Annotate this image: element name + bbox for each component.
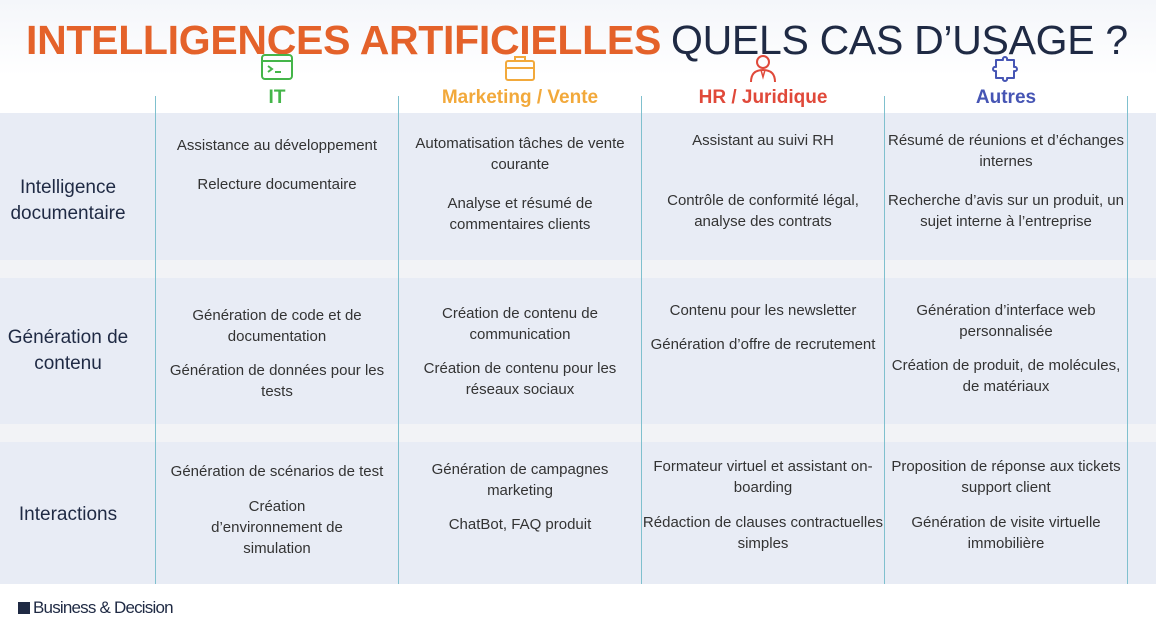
use-case: Proposition de réponse aux tickets support client: [891, 458, 1121, 496]
cell-intelligence-documentaire-autres: [885, 130, 1127, 232]
row-gap: [0, 260, 1156, 278]
use-case: Automatisation tâches de vente courante: [415, 135, 625, 173]
use-case: Création de contenu pour les réseaux sociaux: [423, 360, 617, 398]
cell-interactions-it: [156, 461, 398, 559]
briefcase-icon: [502, 52, 538, 84]
use-case: Génération d’offre de recrutement: [650, 336, 876, 353]
use-case: Génération de campagnes marketing: [431, 461, 609, 499]
column-header-hr-juridique: [642, 52, 884, 110]
cell-interactions-autres: [885, 456, 1127, 554]
row-label-intelligence-documentaire: Intelligence documentaire: [10, 177, 126, 224]
column-label: Marketing / Vente: [441, 87, 599, 108]
use-case: Génération de données pour les tests: [169, 362, 385, 400]
cell-generation-de-contenu-it: [156, 305, 398, 402]
column-header-autres: [885, 52, 1127, 110]
use-case: Contrôle de conformité légal, analyse des contrats: [667, 192, 859, 230]
column-label: Autres: [975, 87, 1037, 108]
row-gap: [0, 424, 1156, 442]
company-logo: [18, 598, 173, 618]
row-label-generation-de-contenu: Génération de contenu: [7, 327, 129, 374]
row-label-interactions: Interactions: [18, 504, 118, 525]
use-case: ChatBot, FAQ produit: [448, 516, 592, 533]
code-window-icon: [259, 52, 295, 84]
use-case: Relecture documentaire: [197, 176, 357, 193]
cell-generation-de-contenu-autres: [885, 300, 1127, 397]
use-case: Assistance au développement: [176, 137, 378, 154]
column-divider: [1127, 96, 1128, 584]
cell-generation-de-contenu-hr: [642, 300, 884, 355]
cell-intelligence-documentaire-marketing: [399, 133, 641, 235]
use-case: Création de produit, de molécules, de matériaux: [891, 357, 1121, 395]
user-icon: [745, 52, 781, 84]
use-case: Rédaction de clauses contractuelles simples: [642, 514, 884, 552]
logo-text: Business & Decision: [33, 598, 173, 617]
cell-interactions-marketing: [399, 459, 641, 535]
title-rest: QUELS CAS D’USAGE ?: [671, 17, 1128, 63]
cell-generation-de-contenu-marketing: [399, 303, 641, 400]
use-case: Contenu pour les newsletter: [669, 302, 857, 319]
use-case: Résumé de réunions et d’échanges internes: [888, 132, 1124, 170]
use-case: Génération de scénarios de test: [170, 463, 384, 480]
use-case: Assistant au suivi RH: [692, 132, 834, 149]
puzzle-icon: [988, 52, 1024, 84]
column-label: HR / Juridique: [698, 87, 828, 108]
column-label: IT: [268, 87, 286, 108]
title-highlight: INTELLIGENCES ARTIFICIELLES: [26, 17, 662, 63]
use-case: Génération de visite virtuelle immobilière: [911, 514, 1101, 552]
use-case: Analyse et résumé de commentaires clients: [447, 195, 593, 233]
cell-interactions-hr: [642, 456, 884, 554]
cell-intelligence-documentaire-hr: [642, 130, 884, 232]
cell-intelligence-documentaire-it: [156, 135, 398, 195]
column-header-it: [156, 52, 398, 110]
use-case: Création de contenu de communication: [442, 305, 598, 343]
use-case: Génération de code et de documentation: [192, 307, 362, 345]
logo-mark-icon: [18, 602, 30, 614]
use-case: Génération d’interface web personnalisée: [916, 302, 1096, 340]
column-header-marketing-vente: [399, 52, 641, 110]
use-case: Formateur virtuel et assistant on-boarding: [653, 458, 873, 496]
use-case: Recherche d’avis sur un produit, un sujet interne à l’entreprise: [888, 192, 1124, 230]
use-case: Création d’environnement de simulation: [211, 498, 343, 557]
